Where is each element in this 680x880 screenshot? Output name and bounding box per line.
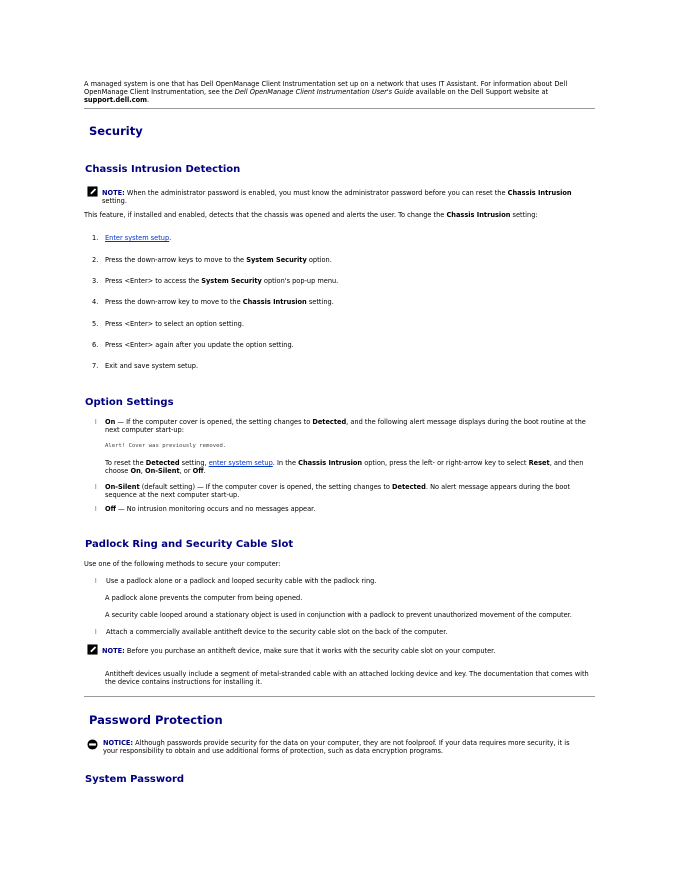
support-site: support.dell.com — [84, 96, 148, 105]
bullet: l — [95, 578, 97, 585]
step-3: Press <Enter> to access the System Security option's pop-up menu. — [105, 277, 339, 285]
heading-chassis-intrusion: Chassis Intrusion Detection — [85, 164, 241, 175]
note-admin-password: NOTE: When the administrator password is enabled, you must know the administrator password before you can reset the Chassis Intrusion setting. — [102, 189, 572, 206]
bullet: l — [95, 419, 97, 426]
padlock-para-1: A padlock alone prevents the computer from being opened. — [105, 594, 303, 602]
option-on: On — If the computer cover is opened, the setting changes to Detected, and the following alert message displays during the boot routine at the next computer start-up: — [105, 418, 586, 435]
note-label: NOTE: — [102, 647, 125, 655]
section-title-security: Security — [89, 124, 143, 138]
divider — [84, 108, 595, 109]
enter-system-setup-link[interactable]: Enter system setup — [105, 234, 170, 242]
step-2: Press the down-arrow keys to move to the System Security option. — [105, 256, 332, 264]
step-4: Press the down-arrow key to move to the Chassis Intrusion setting. — [105, 298, 334, 306]
step-6: Press <Enter> again after you update the option setting. — [105, 341, 294, 349]
heading-option-settings: Option Settings — [85, 397, 174, 408]
guide-title: Dell OpenManage Client Instrumentation User's Guide — [234, 88, 414, 97]
reset-instructions: To reset the Detected setting, enter system setup. In the Chassis Intrusion option, press the left- or right-arrow key to select Reset, and then choose On, On-Silent, or Off. — [105, 459, 584, 476]
bullet: l — [95, 484, 97, 491]
option-on-silent: On-Silent (default setting) — If the computer cover is opened, the setting changes to Detected. No alert message appears during the boot sequence at the next computer start-up. — [105, 483, 571, 500]
step-5: Press <Enter> to select an option setting. — [105, 320, 244, 328]
step-number: 5. — [92, 320, 99, 328]
note-antitheft: NOTE: Before you purchase an antitheft device, make sure that it works with the security cable slot on your computer. — [102, 647, 496, 655]
padlock-intro: Use one of the following methods to secure your computer: — [84, 560, 281, 568]
bullet: l — [95, 629, 97, 636]
heading-system-password: System Password — [85, 774, 185, 785]
note-pencil-icon — [87, 186, 98, 197]
step-number: 3. — [92, 277, 99, 285]
step-number: 7. — [92, 362, 99, 370]
option-off: Off — No intrusion monitoring occurs and no messages appear. — [105, 505, 316, 513]
notice-label: NOTICE: — [103, 739, 134, 747]
chassis-intro: This feature, if installed and enabled, detects that the chassis was opened and alerts the user. To change the Chassis Intrusion setting: — [84, 211, 538, 219]
padlock-para-3: Antitheft devices usually include a segment of metal-stranded cable with an attached locking device and key. The documentation that comes with the device contains instructions for installing it. — [105, 670, 589, 687]
step-number: 6. — [92, 341, 99, 349]
step-1: Enter system setup. — [105, 234, 172, 242]
notice-stop-icon — [87, 739, 98, 750]
step-7: Exit and save system setup. — [105, 362, 199, 370]
step-number: 4. — [92, 298, 99, 306]
divider — [84, 696, 595, 697]
enter-system-setup-link[interactable]: enter system setup — [208, 459, 273, 467]
step-number: 1. — [92, 234, 99, 242]
note-pencil-icon — [87, 644, 98, 655]
padlock-method-2: Attach a commercially available antitheft device to the security cable slot on the back of the computer. — [106, 628, 448, 636]
notice-passwords: NOTICE: Although passwords provide security for the data on your computer, they are not foolproof. If your data requires more security, it is your responsibility to obtain and use additional forms of protection, such as data encryption programs. — [103, 739, 570, 756]
note-label: NOTE: — [102, 189, 125, 197]
alert-message: Alert! Cover was previously removed. — [105, 443, 227, 449]
padlock-method-1: Use a padlock alone or a padlock and looped security cable with the padlock ring. — [106, 577, 377, 585]
padlock-para-2: A security cable looped around a stationary object is used in conjunction with a padlock to prevent unauthorized movement of the computer. — [105, 611, 572, 619]
section-title-password: Password Protection — [89, 713, 223, 727]
step-number: 2. — [92, 256, 99, 264]
intro-paragraph: A managed system is one that has Dell OpenManage Client Instrumentation set up on a network that uses IT Assistant. For information about Dell OpenManage Client Instrumentation, see the Dell OpenManage Client Instrumentation User's Guide available on the Dell Support website at support.dell.com. — [84, 80, 568, 105]
bullet: l — [95, 506, 97, 513]
heading-padlock: Padlock Ring and Security Cable Slot — [85, 539, 294, 550]
